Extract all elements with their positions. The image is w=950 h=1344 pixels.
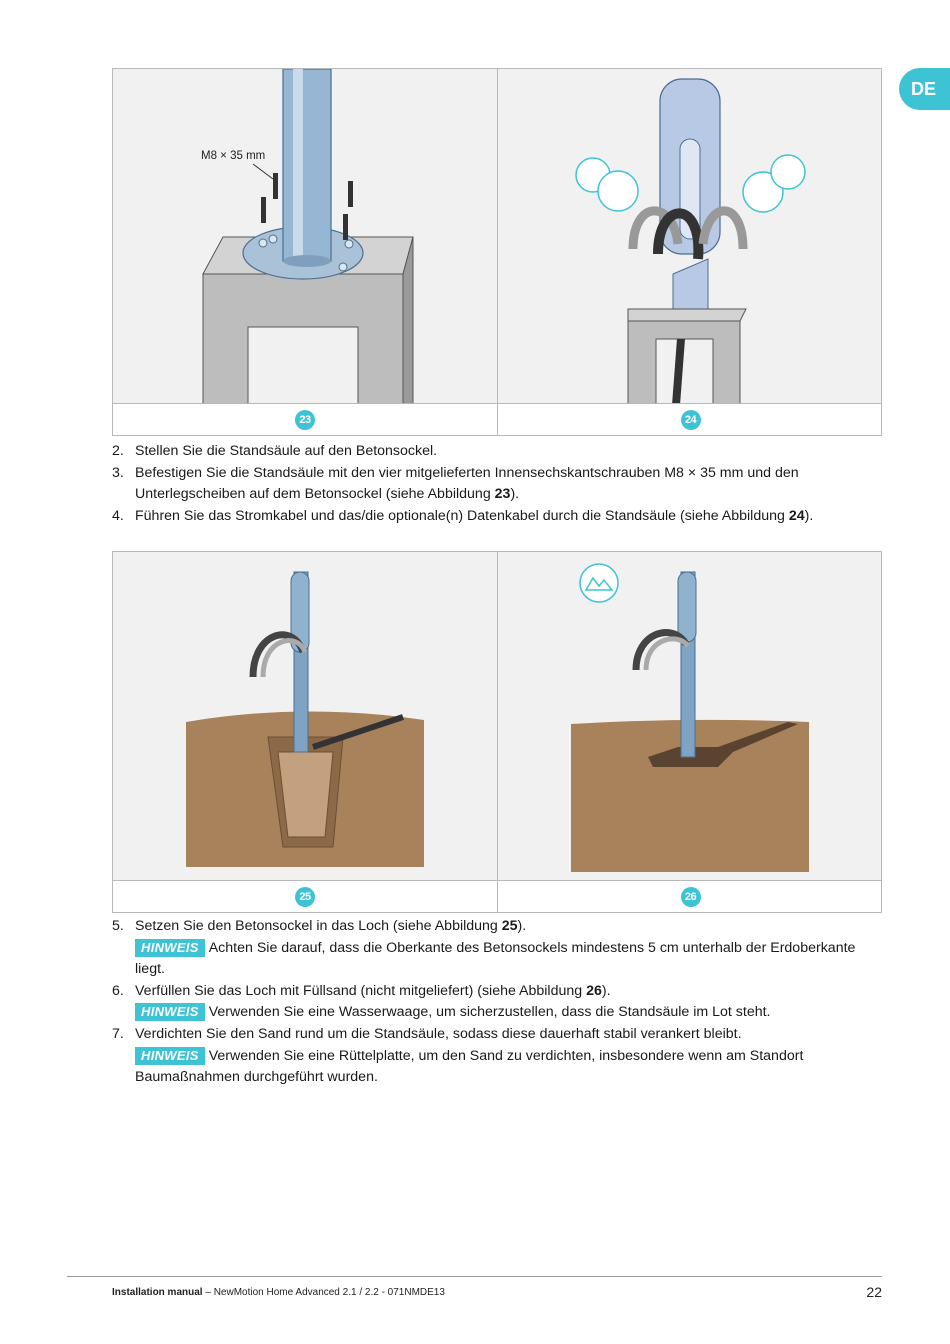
figure-ref: 25 [501, 918, 518, 934]
socket-in-hole-illustration [113, 552, 497, 880]
steps-bottom [112, 916, 882, 1089]
figure-number-badge: 25 [295, 887, 315, 907]
figure-number-badge: 23 [295, 410, 315, 430]
figure-ref: 23 [494, 486, 511, 503]
footer-divider [67, 1276, 882, 1277]
figure-grid-bottom [112, 551, 882, 881]
figure-number-badge: 24 [681, 410, 701, 430]
pole-mounting-illustration [113, 69, 497, 403]
figure-numbers-top [112, 404, 882, 436]
step-item: 5. Setzen Sie den Betonsockel in das Loch (siehe Abbildung 25). HINWEIS Achten Sie darauf, dass die Oberkante des Betonsockels mindestens 5 cm unterhalb der Erdoberkante liegt. [112, 916, 882, 981]
note: HINWEIS Verwenden Sie eine Rüttelplatte, um den Sand zu verdichten, insbesondere wenn am Standort Baumaßnahmen durchgeführt wurden. [135, 1047, 804, 1086]
note: HINWEIS Achten Sie darauf, dass die Oberkante des Betonsockels mindestens 5 cm unterhalb der Erdoberkante liegt. [135, 939, 856, 978]
step-item: 2. Stellen Sie die Standsäule auf den Betonsockel. [112, 443, 438, 459]
cable-routing-illustration [498, 69, 883, 403]
step-item: 7. Verdichten Sie den Sand rund um die Standsäule, sodass diese dauerhaft stabil verankert bleibt. HINWEIS Verwenden Sie eine Rüttelplatte, um den Sand zu verdichten, insbesondere wenn am Standort Baumaßnahmen durchgeführt wurden. [112, 1024, 882, 1089]
language-tab: DE [899, 68, 950, 110]
figure-25 [113, 552, 498, 880]
figure-23 [113, 69, 498, 403]
bolt-size-label: M8 × 35 mm [201, 150, 266, 162]
figure-26 [498, 552, 883, 880]
steps-top [112, 441, 882, 527]
note: HINWEIS Verwenden Sie eine Wasserwaage, um sicherzustellen, dass die Standsäule im Lot steht. [135, 1002, 882, 1024]
step-item: 3. Befestigen Sie die Standsäule mit den vier mitgelieferten Innensechskantschrauben M8 × 35 mm und den Unterlegscheiben auf dem Betonsockel (siehe Abbildung 23). [112, 464, 799, 503]
filled-hole-illustration [498, 552, 883, 880]
page-number: 22 [866, 1284, 882, 1300]
hinweis-label: HINWEIS [135, 1047, 205, 1065]
figure-numbers-bottom [112, 881, 882, 913]
hinweis-label: HINWEIS [135, 1003, 205, 1021]
figure-number-badge: 26 [681, 887, 701, 907]
step-item: 6. Verfüllen Sie das Loch mit Füllsand (nicht mitgeliefert) (siehe Abbildung 26). HINWEIS Verwenden Sie eine Wasserwaage, um sicherzustellen, dass die Standsäule im Lot steht. [112, 981, 882, 1024]
figure-ref: 24 [788, 507, 805, 524]
figure-ref: 26 [586, 982, 602, 999]
figure-24 [498, 69, 883, 403]
figure-grid-top [112, 68, 882, 404]
footer-text: Installation manual – NewMotion Home Advanced 2.1 / 2.2 - 071NMDE13 [112, 1287, 445, 1298]
step-item: 4. Führen Sie das Stromkabel und das/die optionale(n) Datenkabel durch die Standsäule (siehe Abbildung 24). [112, 507, 814, 524]
hinweis-label: HINWEIS [135, 939, 205, 957]
